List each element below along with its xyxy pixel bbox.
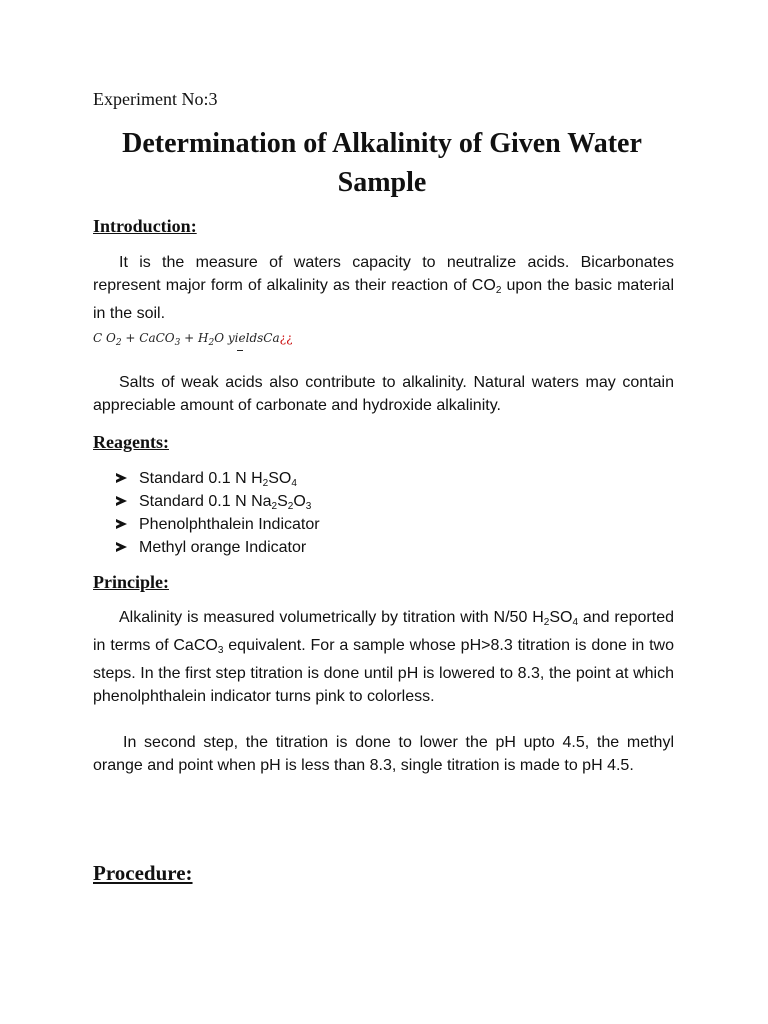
- list-item: [116, 513, 320, 536]
- reagent-subscript: 2: [271, 501, 278, 512]
- intro-text-part: Salts of weak acids also contribute to alkalinity. Natural waters may contain appreciable amount of carbonate and hydroxide alkalinity.: [93, 374, 674, 414]
- principle-paragraph-2: [93, 731, 674, 777]
- reagent-text: S: [277, 493, 288, 510]
- equation-term: C O: [93, 331, 116, 345]
- reagents-list: [116, 467, 320, 559]
- principle-paragraph-1: [93, 606, 674, 708]
- reagent-text: Phenolphthalein Indicator: [139, 516, 320, 533]
- list-item: [116, 490, 320, 513]
- list-item: [116, 467, 320, 490]
- principle-text-part: In second step, the titration is done to lower the pH upto 4.5, the methyl orange and point when pH is less than 8.3, single titration is made to pH 4.5.: [93, 734, 674, 774]
- equation-term: + H: [180, 331, 209, 345]
- introduction-paragraph-2: [93, 371, 674, 417]
- principle-text-part: and reported in terms of CaCO: [93, 609, 674, 654]
- equation-tick-mark: [237, 350, 243, 351]
- introduction-paragraph-1: [93, 251, 674, 325]
- arrow-bullet-icon: [116, 473, 127, 483]
- arrow-bullet-icon: [116, 496, 127, 506]
- reagent-subscript: 3: [305, 501, 312, 512]
- list-item: [116, 536, 320, 559]
- arrow-bullet-icon: [116, 542, 127, 552]
- equation-term: O yieldsCa: [214, 331, 280, 345]
- principle-text-part: equivalent. For a sample whose pH>8.3 titration is done in two steps. In the first step titration is done until pH is lowered to 8.3, the point at which phenolphthalein indicator turns pink to colorless.: [93, 637, 674, 705]
- principle-heading: Principle:: [93, 572, 169, 592]
- arrow-bullet-icon: [116, 519, 127, 529]
- reagent-subscript: 2: [287, 501, 294, 512]
- chemical-equation: [93, 331, 293, 348]
- reagent-text: Standard 0.1 N Na: [139, 493, 272, 510]
- co2-subscript: 2: [495, 285, 502, 296]
- reagents-heading: Reagents:: [93, 432, 169, 452]
- page-title: Determination of Alkalinity of Given Water Sample: [122, 128, 642, 198]
- equation-render-glitch: ¿¿: [279, 331, 293, 345]
- experiment-number: Experiment No:3: [93, 89, 218, 109]
- intro-text-part: upon the basic material in the soil.: [93, 277, 675, 322]
- equation-subscript: 2: [208, 338, 215, 348]
- principle-subscript: 2: [543, 617, 550, 628]
- equation-term: + CaCO: [121, 331, 175, 345]
- equation-subscript: 3: [174, 338, 181, 348]
- intro-text-part: It is the measure of waters capacity to neutralize acids. Bicarbonates represent major form of alkalinity as their reaction of CO: [93, 254, 674, 294]
- principle-text-part: Alkalinity is measured volumetrically by titration with N/50 H: [119, 609, 544, 626]
- equation-subscript: 2: [115, 338, 122, 348]
- procedure-heading: Procedure:: [93, 861, 193, 885]
- introduction-heading: Introduction:: [93, 216, 197, 236]
- reagent-text: Standard 0.1 N H: [139, 470, 263, 487]
- reagent-text: SO: [268, 470, 292, 487]
- reagent-text: Methyl orange Indicator: [139, 539, 307, 556]
- reagent-subscript: 2: [262, 478, 269, 489]
- principle-text-part: SO: [549, 609, 573, 626]
- reagent-text: O: [293, 493, 306, 510]
- principle-subscript: 4: [572, 617, 578, 628]
- principle-subscript: 3: [217, 645, 224, 656]
- reagent-subscript: 4: [291, 478, 297, 489]
